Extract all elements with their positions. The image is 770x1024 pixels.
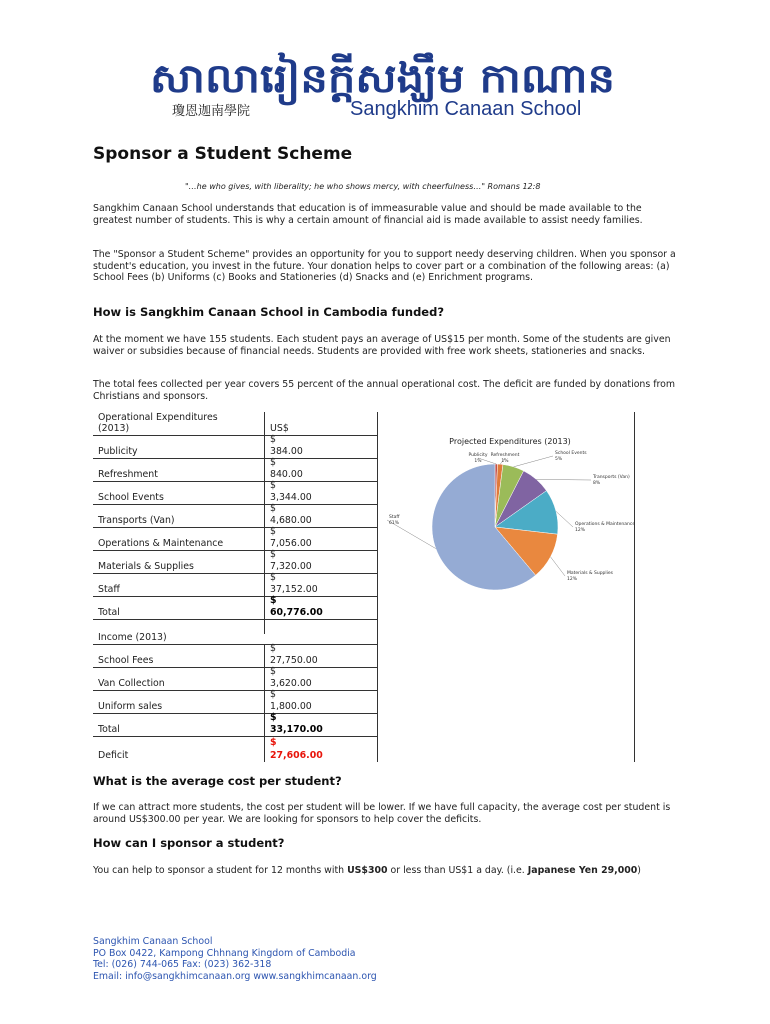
pie-percent: 1%: [474, 459, 482, 464]
chinese-school-name: 瓊恩迦南學院: [172, 104, 251, 119]
row-value: 4,680.00: [270, 515, 312, 526]
row-label: Materials & Supplies: [98, 561, 194, 572]
table-row: [93, 550, 377, 574]
chart-title: Projected Expenditures (2013): [449, 437, 571, 446]
sponsor-text: ): [637, 865, 641, 876]
currency-symbol: $: [270, 689, 276, 700]
sponsor-amount: US$300: [347, 865, 388, 876]
pie-label: Operations & Maintenance: [575, 522, 635, 527]
sponsor-text: or less than US$1 a day. (i.e.: [387, 865, 528, 876]
row-value: 384.00: [270, 446, 303, 457]
currency-symbol: $: [270, 737, 277, 748]
table-row: [93, 504, 377, 528]
table-row: [93, 621, 377, 645]
row-label: Operations & Maintenance: [98, 538, 224, 549]
table-row: [93, 667, 377, 691]
row-label: Refreshment: [98, 469, 158, 480]
footer-contact[interactable]: Email: info@sangkhimcanaan.org www.sangkhimcanaan.org: [93, 970, 377, 982]
income-total-value: 33,170.00: [270, 724, 323, 735]
row-value: 37,152.00: [270, 584, 318, 595]
table-row: [93, 573, 377, 597]
currency-symbol: $: [270, 434, 276, 445]
row-label: Staff: [98, 584, 120, 595]
footer-address: PO Box 0422, Kampong Chhnang Kingdom of Cambodia: [93, 947, 356, 959]
currency-symbol: $: [270, 643, 276, 654]
pie-label: Publicity: [468, 453, 488, 458]
currency-symbol: $: [270, 457, 276, 468]
pie-percent: 1%: [501, 459, 509, 464]
pie-label: Refreshment: [490, 453, 520, 458]
intro-paragraph-1: Sangkhim Canaan School understands that education is of immeasurable value and should be made available to the greatest number of students. This is why a certain amount of financial aid is made available to assist needy families.: [93, 203, 643, 226]
sponsor-heading: How can I sponsor a student?: [93, 836, 285, 850]
table-row: [93, 644, 377, 668]
table-row: [93, 412, 377, 436]
expenditure-header: Operational Expenditures (2013): [98, 412, 218, 434]
expenditure-total-value: 60,776.00: [270, 607, 323, 618]
deficit-value: 27,606.00: [270, 750, 323, 761]
pie-label: Transports (Van): [593, 475, 630, 480]
table-row: [93, 596, 377, 620]
pie-percent: 5%: [555, 457, 563, 462]
currency-symbol: $: [270, 572, 276, 583]
row-value: 3,344.00: [270, 492, 312, 503]
income-total-label: Total: [98, 724, 120, 735]
expenditure-total-label: Total: [98, 607, 120, 618]
pie-label: Materials & Supplies: [567, 571, 614, 576]
pie-percent: 12%: [575, 528, 586, 533]
currency-symbol: $: [270, 503, 276, 514]
currency-symbol: $: [270, 712, 277, 723]
row-label: Publicity: [98, 446, 138, 457]
currency-symbol: $: [270, 549, 276, 560]
table-row: [93, 736, 377, 762]
row-value: 3,620.00: [270, 678, 312, 689]
pie-label: Staff: [389, 515, 400, 520]
table-row: [93, 690, 377, 714]
khmer-name-text: សាលារៀនក្តីសង្ឃឹម កាណាន: [150, 56, 580, 102]
row-value: 27,750.00: [270, 655, 318, 666]
pie-leader-line: [536, 479, 591, 480]
currency-symbol: $: [270, 526, 276, 537]
footer-phone: Tel: (026) 744-065 Fax: (023) 362-318: [93, 959, 272, 970]
pie-leader-line: [556, 511, 573, 527]
row-label: Transports (Van): [98, 515, 175, 526]
sponsor-paragraph: [93, 865, 683, 877]
row-label: School Fees: [98, 655, 154, 666]
footer-school: Sangkhim Canaan School: [93, 936, 213, 947]
row-value: 1,800.00: [270, 701, 312, 712]
currency-header: US$: [270, 423, 289, 434]
row-label: School Events: [98, 492, 164, 503]
intro-paragraph-2: The "Sponsor a Student Scheme" provides an opportunity for you to support needy deserving children. When you sponsor a student's education, you invest in the future. Your donation helps to cover part or a combination of the following areas: (a) School Fees (b) Uniforms (c) Books and Stationeries (d) Snacks and (e) Enrichment programs.: [93, 249, 676, 283]
funding-heading: How is Sangkhim Canaan School in Cambodia funded?: [93, 305, 444, 319]
currency-symbol: $: [270, 666, 276, 677]
deficit-label: Deficit: [98, 750, 129, 761]
average-cost-paragraph: If we can attract more students, the cost per student will be lower. If we have full capacity, the average cost per student is around US$300.00 per year. We are looking for sponsors to help cover the deficits.: [93, 802, 671, 825]
sponsor-text: You can help to sponsor a student for 12 months with: [93, 865, 348, 876]
table-row: [93, 713, 377, 737]
row-value: 7,056.00: [270, 538, 312, 549]
table-row: [93, 481, 377, 505]
funding-paragraph-2: The total fees collected per year covers 55 percent of the annual operational cost. The deficit are funded by donations from Christians and sponsors.: [93, 379, 676, 402]
average-cost-heading: What is the average cost per student?: [93, 774, 342, 788]
english-school-name: Sangkhim Canaan School: [350, 98, 582, 120]
footer: [93, 936, 377, 982]
row-label: Van Collection: [98, 678, 165, 689]
table-row: [93, 527, 377, 551]
funding-paragraph-1: At the moment we have 155 students. Each student pays an average of US$15 per month. Some of the students are given waiver or subsidies because of financial needs. Students are provided with free work sheets, stationeries and snacks.: [93, 334, 671, 357]
currency-symbol: $: [270, 480, 276, 491]
table-row: [93, 458, 377, 482]
expenditure-pie-chart: [385, 430, 635, 600]
sponsor-yen: Japanese Yen 29,000: [527, 865, 638, 876]
row-label: Uniform sales: [98, 701, 163, 712]
row-value: 840.00: [270, 469, 303, 480]
pie-percent: 61%: [389, 521, 400, 526]
income-header: Income (2013): [98, 632, 167, 643]
row-value: 7,320.00: [270, 561, 312, 572]
page-title: Sponsor a Student Scheme: [93, 144, 353, 164]
pie-leader-line: [550, 557, 565, 576]
table-row: [93, 435, 377, 459]
pie-percent: 12%: [567, 577, 578, 582]
pie-label: School Events: [555, 451, 587, 456]
bible-quote: "…he who gives, with liberality; he who shows mercy, with cheerfulness…" Romans 12:8: [185, 182, 541, 191]
pie-percent: 8%: [593, 481, 601, 486]
pie-leader-line: [514, 456, 553, 467]
currency-symbol: $: [270, 595, 277, 606]
finance-table: [93, 412, 378, 762]
